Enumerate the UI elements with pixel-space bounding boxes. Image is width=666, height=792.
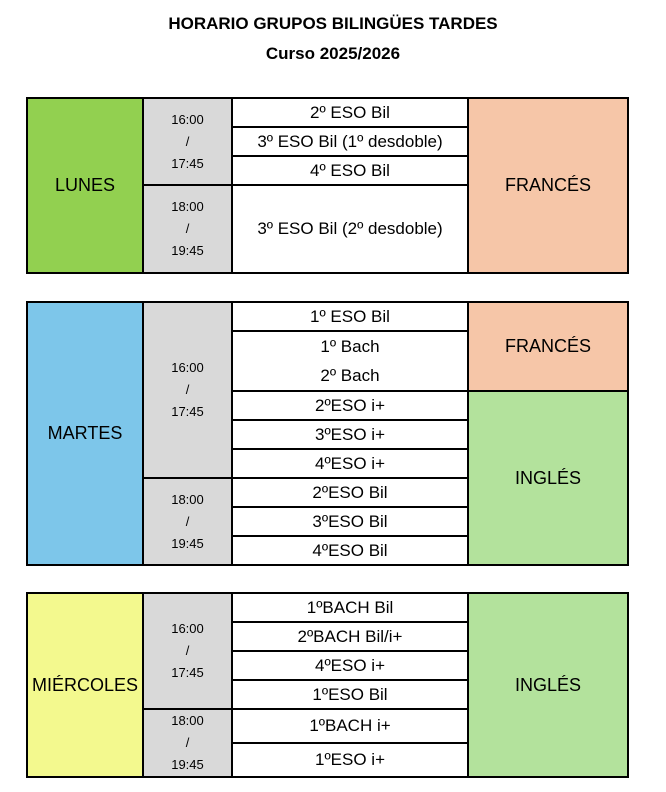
group-cell: 3ºESO i+ bbox=[232, 420, 468, 449]
time-slot-cell bbox=[143, 185, 232, 273]
time-start: 16:00 bbox=[171, 621, 204, 636]
language-cell-ingles: INGLÉS bbox=[468, 391, 628, 565]
group-cell: 1ºBACH Bil bbox=[232, 593, 468, 622]
time-end: 19:45 bbox=[171, 243, 204, 258]
group-cell: 3ºESO Bil bbox=[232, 507, 468, 536]
time-end: 17:45 bbox=[171, 665, 204, 680]
language-cell-frances: FRANCÉS bbox=[468, 302, 628, 391]
group-cell: 3º ESO Bil (1º desdoble) bbox=[232, 127, 468, 156]
day-cell-miercoles: MIÉRCOLES bbox=[27, 593, 143, 777]
group-cell: 2º ESO Bil bbox=[232, 98, 468, 127]
time-end: 17:45 bbox=[171, 404, 204, 419]
time-slot-cell bbox=[143, 709, 232, 777]
page-subtitle: Curso 2025/2026 bbox=[265, 44, 401, 63]
time-start: 16:00 bbox=[171, 360, 204, 375]
group-cell: 4ºESO Bil bbox=[232, 536, 468, 565]
time-slot-cell bbox=[143, 98, 232, 185]
schedule-table-miercoles bbox=[26, 592, 629, 778]
time-separator: / bbox=[185, 643, 190, 658]
time-separator: / bbox=[185, 735, 190, 750]
group-cell: 1ºESO i+ bbox=[232, 743, 468, 777]
group-line: 1º Bach bbox=[320, 337, 380, 356]
time-slot-cell bbox=[143, 593, 232, 709]
day-cell-martes: MARTES bbox=[27, 302, 143, 565]
group-cell: 2ºESO Bil bbox=[232, 478, 468, 507]
page-title: HORARIO GRUPOS BILINGÜES TARDES bbox=[168, 14, 498, 33]
time-end: 17:45 bbox=[171, 155, 204, 171]
group-cell: 4ºESO i+ bbox=[232, 449, 468, 478]
time-separator: / bbox=[185, 221, 190, 236]
group-cell bbox=[232, 331, 468, 391]
day-cell-lunes: LUNES bbox=[27, 98, 143, 273]
time-separator: / bbox=[185, 382, 190, 397]
language-cell-frances: FRANCÉS bbox=[468, 98, 628, 273]
time-slot-cell bbox=[143, 302, 232, 478]
group-cell: 2ºBACH Bil/i+ bbox=[232, 622, 468, 651]
time-start: 18:00 bbox=[171, 199, 204, 214]
schedule-table-lunes bbox=[26, 97, 629, 274]
group-cell: 4ºESO i+ bbox=[232, 651, 468, 680]
schedule-table-martes bbox=[26, 301, 629, 566]
time-end: 19:45 bbox=[171, 757, 204, 772]
group-cell: 4º ESO Bil bbox=[232, 156, 468, 185]
group-cell: 1ºBACH i+ bbox=[232, 709, 468, 743]
group-cell: 2ºESO i+ bbox=[232, 391, 468, 420]
group-line: 2º Bach bbox=[320, 366, 380, 385]
time-start: 16:00 bbox=[171, 111, 204, 127]
time-separator: / bbox=[185, 513, 190, 529]
time-start: 18:00 bbox=[171, 491, 204, 507]
group-cell: 1º ESO Bil bbox=[232, 302, 468, 331]
time-end: 19:45 bbox=[171, 535, 204, 551]
time-slot-cell bbox=[143, 478, 232, 565]
language-cell-ingles: INGLÉS bbox=[468, 593, 628, 777]
time-separator: / bbox=[185, 133, 190, 149]
group-cell: 3º ESO Bil (2º desdoble) bbox=[232, 185, 468, 273]
time-start: 18:00 bbox=[171, 713, 204, 728]
group-cell: 1ºESO Bil bbox=[232, 680, 468, 709]
